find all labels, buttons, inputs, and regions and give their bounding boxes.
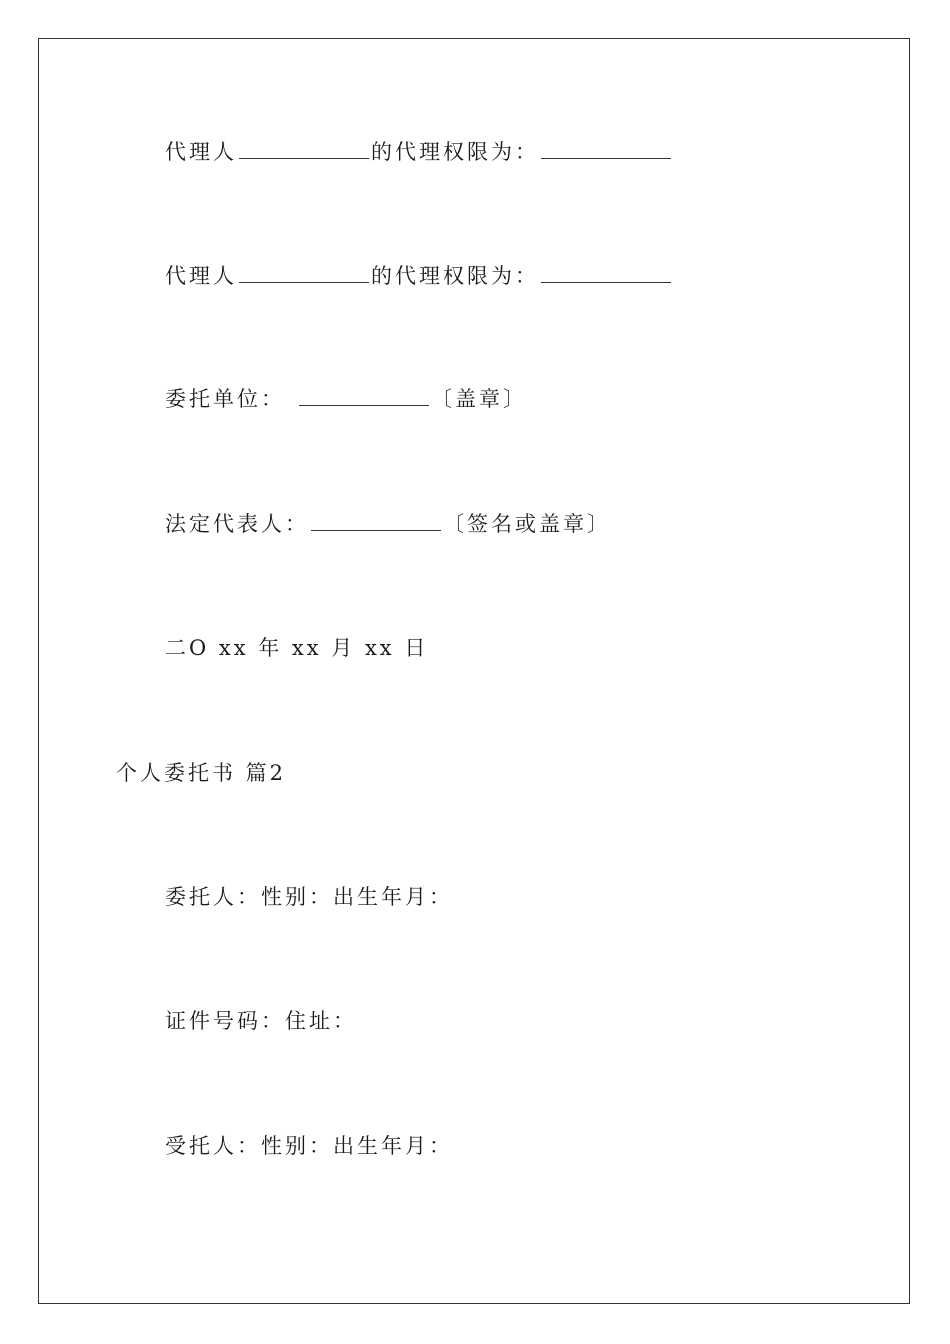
unit-label: 委托单位： [165, 387, 285, 411]
seal-note: 〔盖章〕 [431, 387, 527, 411]
trustee-info-line: 受托人：性别：出生年月： [165, 1134, 453, 1158]
agent-permission-line-1 [165, 137, 673, 167]
signature-note: 〔签名或盖章〕 [443, 512, 611, 536]
permission-blank [541, 138, 671, 159]
principal-info-line: 委托人：性别：出生年月： [165, 885, 453, 909]
legal-representative-line [165, 509, 611, 539]
agent-name-blank [239, 262, 369, 283]
permission-label: 的代理权限为： [371, 264, 539, 288]
page-frame [38, 38, 910, 1304]
entrusting-unit-line [165, 384, 527, 414]
agent-permission-line-2 [165, 261, 673, 291]
section-title: 个人委托书 篇2 [116, 761, 287, 785]
agent-label: 代理人 [165, 264, 237, 288]
unit-blank [299, 385, 429, 406]
legal-rep-label: 法定代表人： [165, 512, 309, 536]
agent-name-blank [239, 138, 369, 159]
legal-rep-blank [311, 510, 441, 531]
permission-blank [541, 262, 671, 283]
date-line: 二O xx 年 xx 月 xx 日 [165, 636, 429, 660]
permission-label: 的代理权限为： [371, 140, 539, 164]
agent-label: 代理人 [165, 140, 237, 164]
id-address-line: 证件号码：住址： [165, 1009, 357, 1033]
